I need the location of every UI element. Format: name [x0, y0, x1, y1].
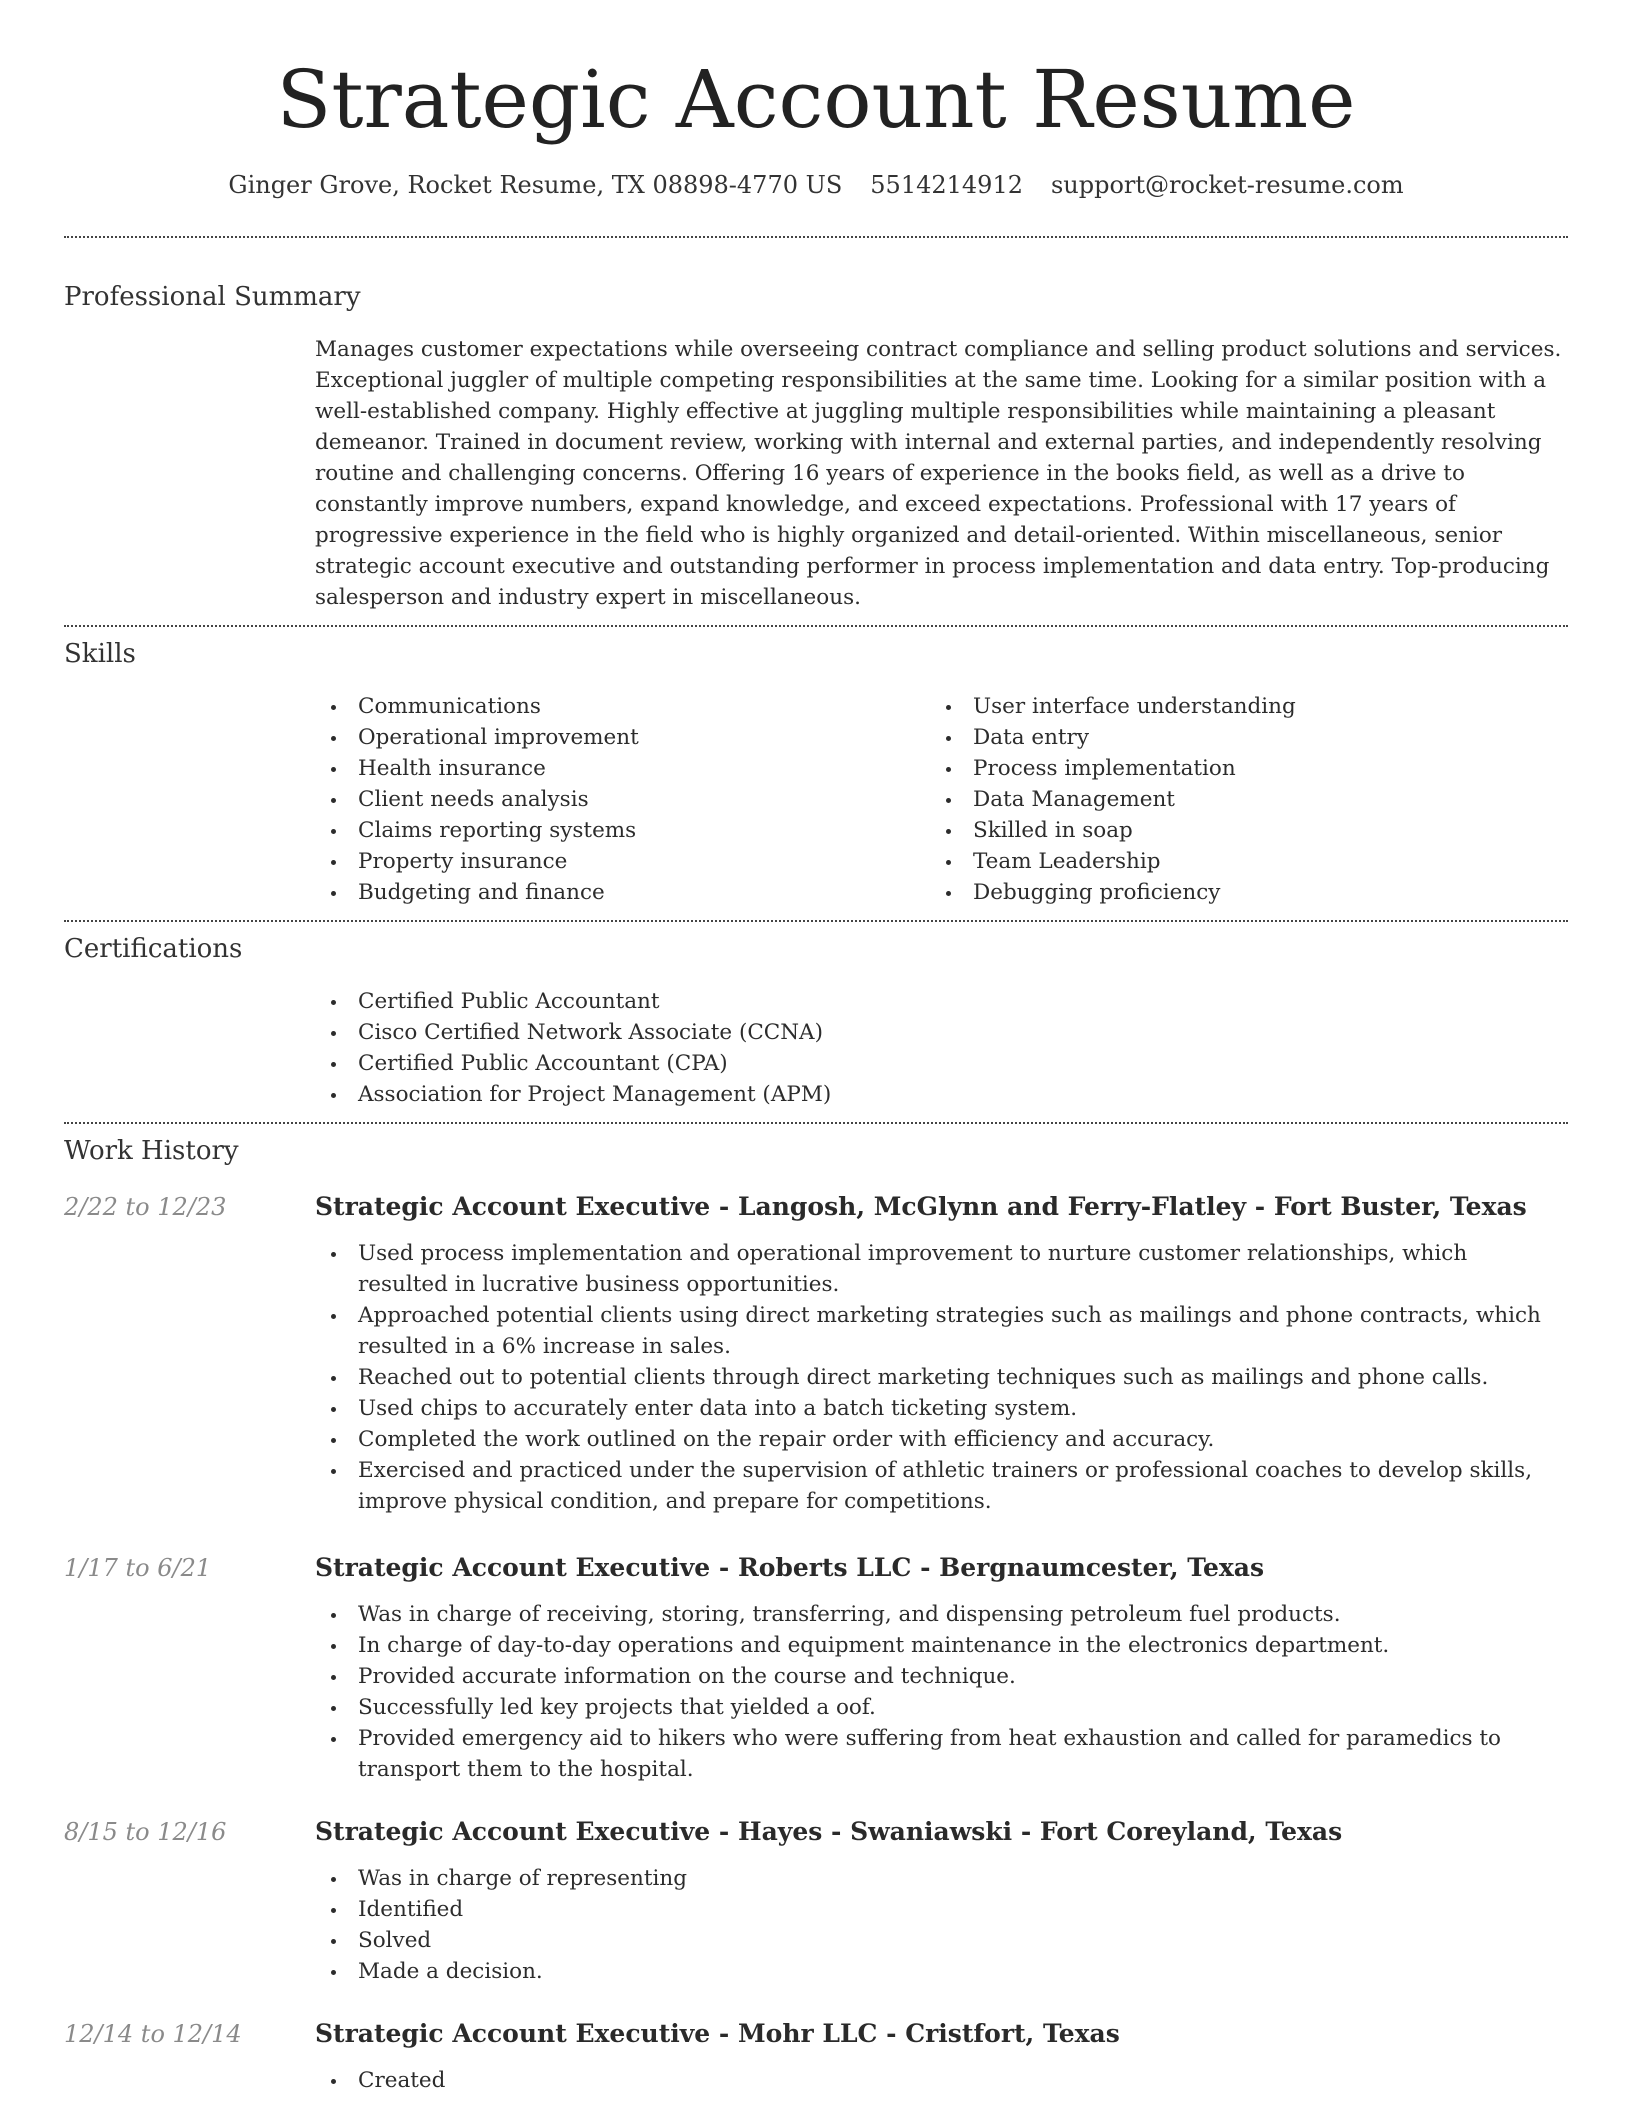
work-history-section — [64, 1124, 1568, 2096]
job-bullets — [315, 1238, 1568, 1517]
job-bullet: Used process implementation and operational improvement to nurture customer relationships, which resulted in lucrative business opportunities. — [315, 1238, 1568, 1300]
skill-item: Process implementation — [930, 753, 1545, 784]
job-bullet: In charge of day-to-day operations and equipment maintenance in the electronics department. — [315, 1630, 1568, 1661]
job-bullet: Created — [315, 2065, 1568, 2096]
job-heading: Strategic Account Executive - Mohr LLC - Cristfort, Texas — [315, 2019, 1120, 2048]
skills-section — [64, 627, 1568, 908]
certification-item: Association for Project Management (APM) — [315, 1079, 1568, 1110]
resume-page — [64, 0, 1568, 2096]
skill-item: User interface understanding — [930, 691, 1545, 722]
skill-item: Debugging proficiency — [930, 877, 1545, 908]
job-heading: Strategic Account Executive - Langosh, McGlynn and Ferry-Flatley - Fort Buster, Texas — [315, 1192, 1527, 1221]
certification-item: Cisco Certified Network Associate (CCNA) — [315, 1017, 1568, 1048]
skill-item: Data entry — [930, 722, 1545, 753]
job-dates: 12/14 to 12/14 — [64, 2020, 242, 2048]
job-bullet: Used chips to accurately enter data into a batch ticketing system. — [315, 1393, 1568, 1424]
skill-item: Claims reporting systems — [315, 815, 930, 846]
job-bullet: Was in charge of receiving, storing, transferring, and dispensing petroleum fuel products. — [315, 1599, 1568, 1630]
job-entry — [64, 1815, 1568, 1987]
skill-item: Operational improvement — [315, 722, 930, 753]
job-bullet: Solved — [315, 1925, 1568, 1956]
job-bullet: Approached potential clients using direct marketing strategies such as mailings and phone contracts, which resulted in a 6% increase in sales. — [315, 1300, 1568, 1362]
contact-line — [64, 168, 1568, 202]
certification-item: Certified Public Accountant (CPA) — [315, 1048, 1568, 1079]
skill-item: Data Management — [930, 784, 1545, 815]
skill-item: Client needs analysis — [315, 784, 930, 815]
job-entry — [64, 2017, 1568, 2096]
job-details — [315, 1190, 1568, 1517]
job-bullet: Identified — [315, 1894, 1568, 1925]
job-bullet: Was in charge of representing — [315, 1863, 1568, 1894]
certification-item: Certified Public Accountant — [315, 986, 1568, 1017]
skill-item: Team Leadership — [930, 846, 1545, 877]
contact-address: Ginger Grove, Rocket Resume, TX 08898-4770 US — [228, 171, 843, 199]
job-bullets — [315, 1599, 1568, 1785]
contact-email[interactable]: support@rocket-resume.com — [1050, 171, 1404, 199]
job-bullet: Exercised and practiced under the supervision of athletic trainers or professional coaches to develop skills, improve physical condition, and prepare for competitions. — [315, 1455, 1568, 1517]
job-bullet: Completed the work outlined on the repair order with efficiency and accuracy. — [315, 1424, 1568, 1455]
skills-list-right — [930, 691, 1545, 908]
summary-heading: Professional Summary — [64, 282, 361, 312]
job-dates: 8/15 to 12/16 — [64, 1818, 227, 1846]
summary-section — [64, 238, 1568, 613]
skills-heading: Skills — [64, 639, 136, 669]
job-details — [315, 2017, 1568, 2096]
skill-item: Health insurance — [315, 753, 930, 784]
skills-columns — [315, 691, 1568, 908]
job-entry — [64, 1551, 1568, 1785]
skill-item: Budgeting and finance — [315, 877, 930, 908]
skill-item: Communications — [315, 691, 930, 722]
certifications-list — [315, 986, 1568, 1110]
job-bullets — [315, 2065, 1568, 2096]
job-heading: Strategic Account Executive - Roberts LLC - Bergnaumcester, Texas — [315, 1553, 1265, 1582]
job-bullet: Made a decision. — [315, 1956, 1568, 1987]
job-dates: 1/17 to 6/21 — [64, 1554, 212, 1582]
contact-phone: 5514214912 — [870, 171, 1023, 199]
job-entry — [64, 1190, 1568, 1517]
job-dates: 2/22 to 12/23 — [64, 1193, 227, 1221]
job-bullet: Reached out to potential clients through direct marketing techniques such as mailings and phone calls. — [315, 1362, 1568, 1393]
skill-item: Skilled in soap — [930, 815, 1545, 846]
skills-list-left — [315, 691, 930, 908]
job-bullet: Provided emergency aid to hikers who were suffering from heat exhaustion and called for paramedics to transport them to the hospital. — [315, 1723, 1568, 1785]
job-bullet: Provided accurate information on the course and technique. — [315, 1661, 1568, 1692]
job-heading: Strategic Account Executive - Hayes - Swaniawski - Fort Coreyland, Texas — [315, 1817, 1343, 1846]
certifications-section — [64, 922, 1568, 1110]
certifications-heading: Certifications — [64, 934, 243, 964]
job-bullets — [315, 1863, 1568, 1987]
summary-text: Manages customer expectations while overseeing contract compliance and selling product solutions and services. Exceptional juggler of multiple competing responsibilities at the same time. Looking for a similar position with a well-established company. Highly effective at juggling multiple responsibilities while maintaining a pleasant demeanor. Trained in document review, working with internal and external parties, and independently resolving routine and challenging concerns. Offering 16 years of experience in the books field, as well as a drive to constantly improve numbers, expand knowledge, and exceed expectations. Professional with 17 years of progressive experience in the field who is highly organized and detail-oriented. Within miscellaneous, senior strategic account executive and outstanding performer in process implementation and data entry. Top-producing salesperson and industry expert in miscellaneous. — [315, 337, 1562, 610]
job-details — [315, 1815, 1568, 1987]
resume-title: Strategic Account Resume — [276, 53, 1356, 146]
job-details — [315, 1551, 1568, 1785]
job-bullet: Successfully led key projects that yielded a oof. — [315, 1692, 1568, 1723]
work-history-heading: Work History — [64, 1136, 239, 1166]
skill-item: Property insurance — [315, 846, 930, 877]
